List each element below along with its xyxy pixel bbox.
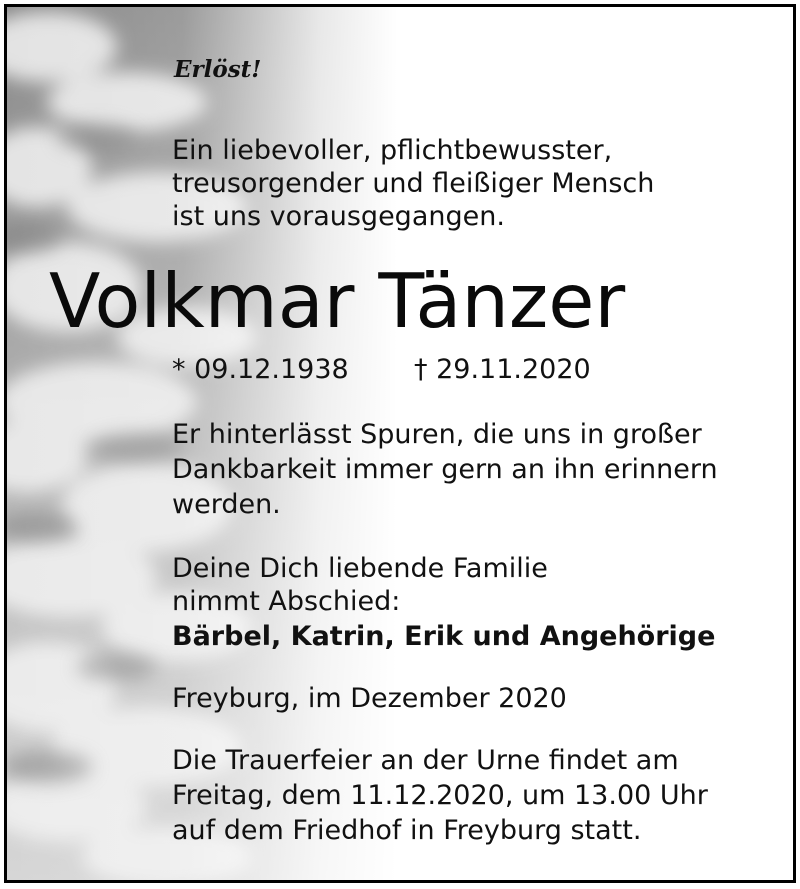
obituary-notice <box>4 4 796 883</box>
tribute-line: Dankbarkeit immer gern an ihn erinnern <box>172 454 718 485</box>
service-line: Freitag, dem 11.12.2020, um 13.00 Uhr <box>172 780 708 811</box>
service-line: Die Trauerfeier an der Urne findet am <box>172 745 679 776</box>
intro-line: ist uns vorausgegangen. <box>172 201 505 232</box>
deceased-name: Volkmar Tänzer <box>49 257 626 345</box>
notice-text <box>7 7 793 880</box>
mourners-names: Bärbel, Katrin, Erik und Angehörige <box>172 621 716 652</box>
life-dates <box>172 352 591 388</box>
death-date: † 29.11.2020 <box>414 354 591 385</box>
tribute-line: werden. <box>172 489 281 520</box>
family-line: nimmt Abschied: <box>172 586 401 617</box>
service-line: auf dem Friedhof in Freyburg statt. <box>172 815 642 846</box>
intro-line: treusorgender und fleißiger Mensch <box>172 168 655 199</box>
place-date: Freyburg, im Dezember 2020 <box>172 683 567 714</box>
intro-line: Ein liebevoller, pflichtbewusster, <box>172 135 613 166</box>
family-line: Deine Dich liebende Familie <box>172 553 548 584</box>
tribute-line: Er hinterlässt Spuren, die uns in großer <box>172 419 702 450</box>
birth-date: * 09.12.1938 <box>172 354 349 385</box>
notice-heading: Erlöst! <box>174 56 262 83</box>
